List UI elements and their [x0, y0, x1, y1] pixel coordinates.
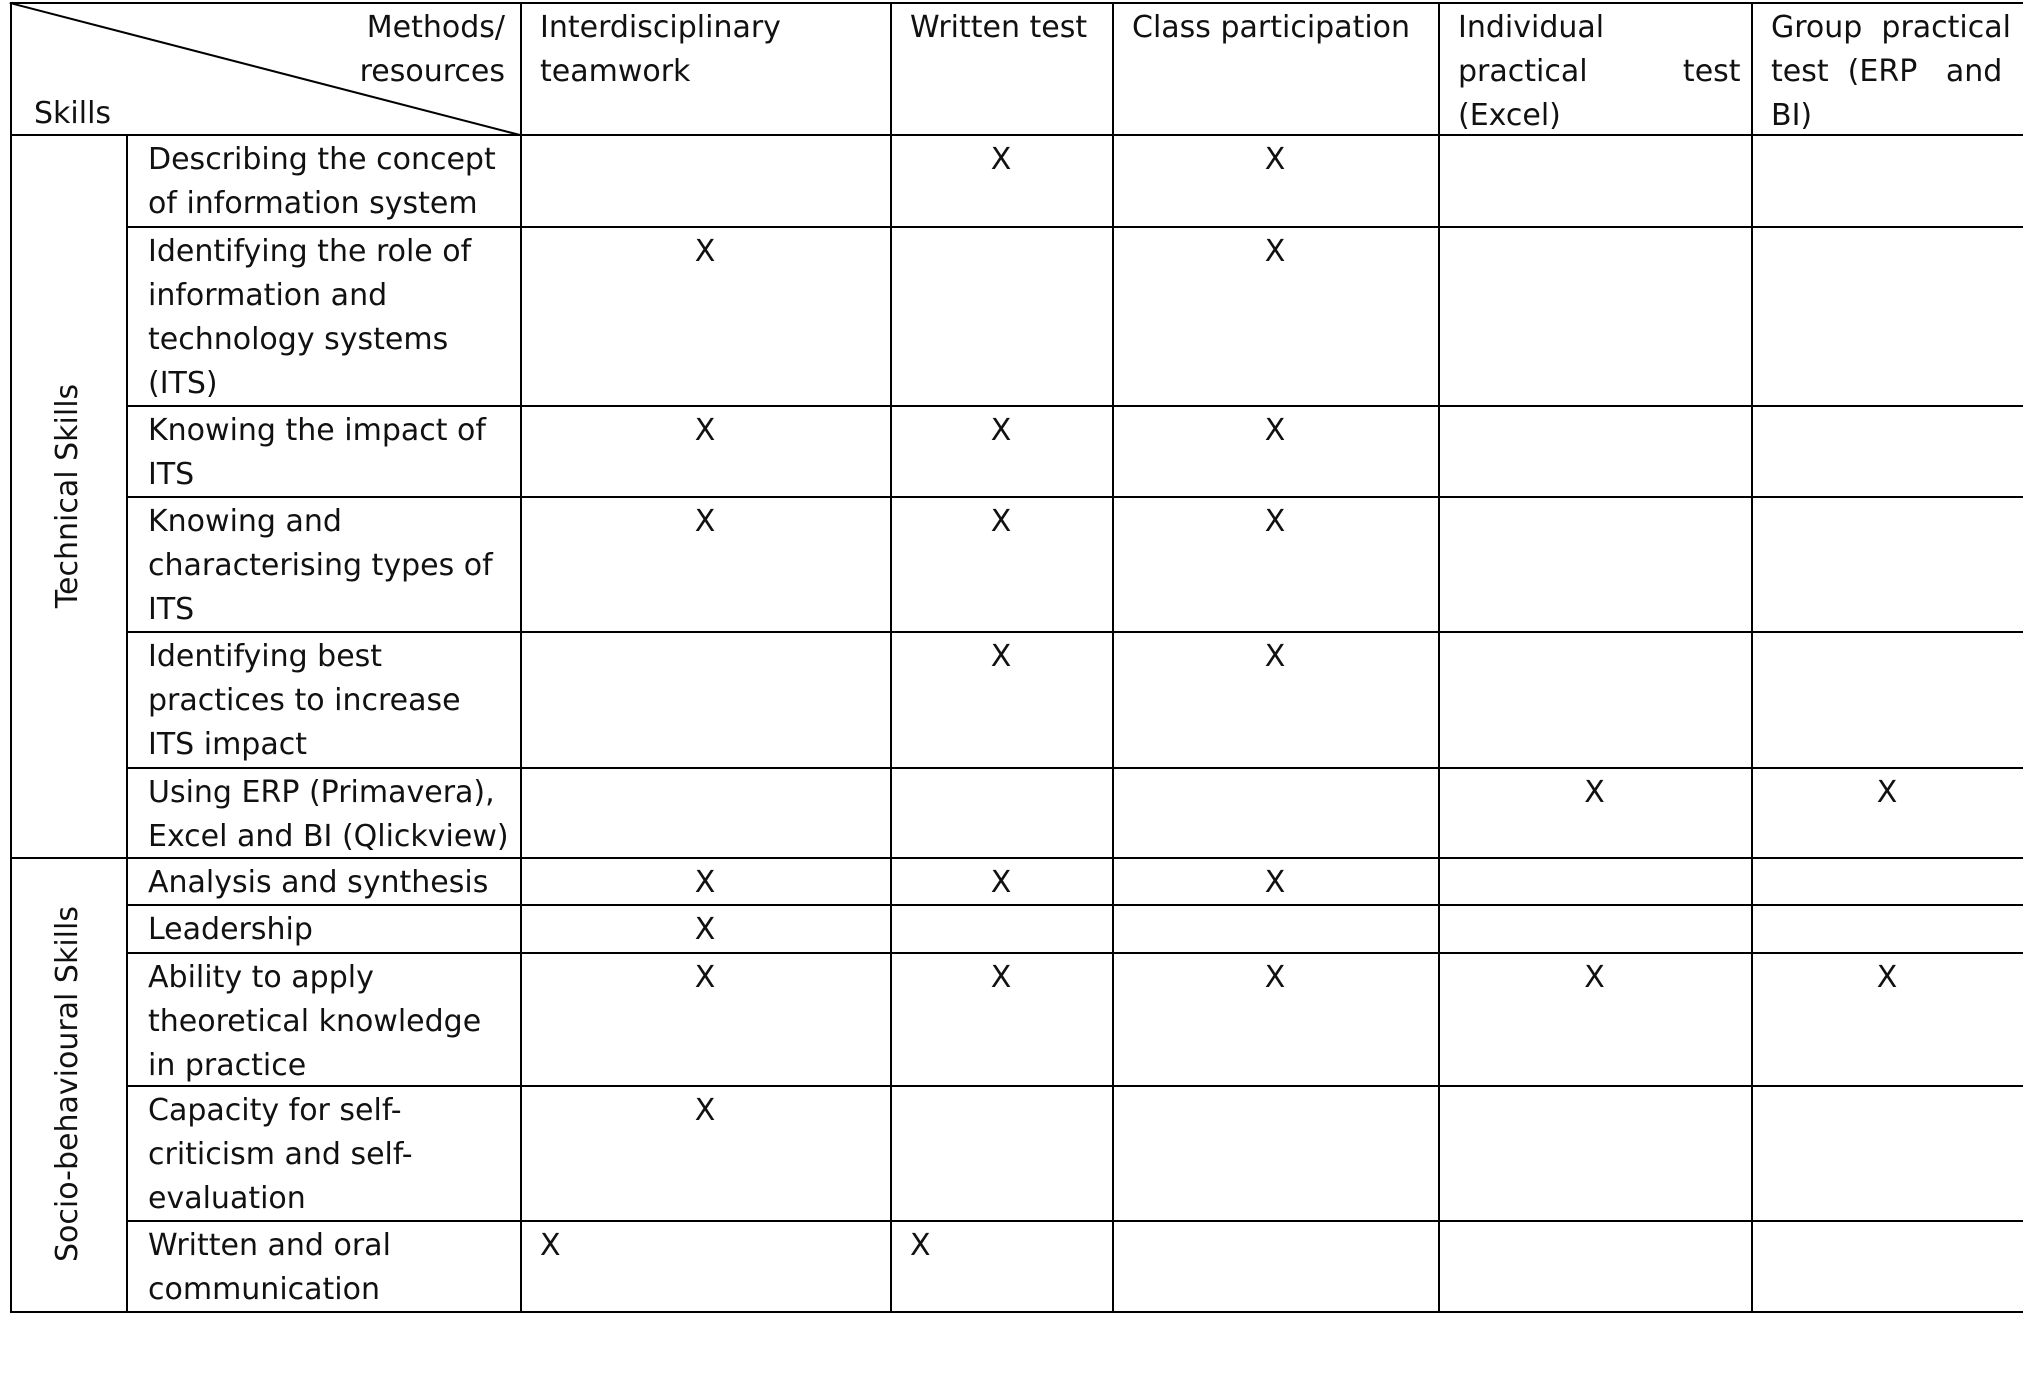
- skill-label-line: Describing the concept: [148, 142, 496, 177]
- skill-label-line: technology systems: [148, 322, 449, 357]
- row-divider: [126, 631, 2023, 633]
- skill-label-line: Knowing the impact of: [148, 413, 486, 448]
- skill-label-line: Identifying best: [148, 639, 383, 674]
- row-divider: [126, 405, 2023, 407]
- column-header-1-line2: teamwork: [540, 54, 691, 89]
- group-label-1: Socio-behavioural Skills: [50, 906, 85, 1262]
- check-mark: X: [1264, 504, 1286, 539]
- column-divider: [1751, 2, 1753, 1311]
- skill-label-line: characterising types of: [148, 548, 493, 583]
- check-mark: X: [1264, 639, 1286, 674]
- column-header-4-line1: Individual: [1458, 10, 1605, 45]
- column-divider: [1438, 2, 1440, 1311]
- check-mark: X: [990, 960, 1012, 995]
- column-header-4-line2: practical test: [1458, 54, 1741, 89]
- check-mark: X: [694, 912, 716, 947]
- column-header-3-line1: Class participation: [1132, 10, 1411, 45]
- skill-label-line: in practice: [148, 1048, 307, 1083]
- row-divider: [126, 952, 2023, 954]
- skill-label-line: criticism and self-: [148, 1137, 413, 1172]
- check-mark: X: [990, 865, 1012, 900]
- skill-label-line: Using ERP (Primavera),: [148, 775, 495, 810]
- check-mark: X: [694, 1093, 716, 1128]
- check-mark: X: [694, 234, 716, 269]
- skill-label-line: (ITS): [148, 366, 218, 401]
- corner-resources-label: resources: [359, 54, 505, 89]
- group-label-0: Technical Skills: [50, 383, 85, 608]
- check-mark: X: [1876, 960, 1898, 995]
- check-mark: X: [1876, 775, 1898, 810]
- skills-methods-table: [10, 2, 2023, 1312]
- skill-label-line: information and: [148, 278, 388, 313]
- row-divider: [126, 767, 2023, 769]
- check-mark: X: [990, 639, 1012, 674]
- skill-label-line: Excel and BI (Qlickview): [148, 819, 509, 854]
- check-mark: X: [1264, 142, 1286, 177]
- skill-label-line: practices to increase: [148, 683, 461, 718]
- check-mark: X: [990, 413, 1012, 448]
- column-header-5-line1: Group practical: [1771, 10, 2011, 45]
- skill-label-line: evaluation: [148, 1181, 306, 1216]
- check-mark: X: [990, 142, 1012, 177]
- skill-label-line: of information system: [148, 186, 478, 221]
- skill-label-line: Ability to apply: [148, 960, 374, 995]
- check-mark: X: [540, 1228, 561, 1263]
- check-mark: X: [694, 413, 716, 448]
- skill-label-line: Analysis and synthesis: [148, 865, 489, 900]
- skill-label-line: ITS impact: [148, 727, 307, 762]
- table-border-left: [10, 2, 12, 1313]
- row-divider: [126, 226, 2023, 228]
- skill-label-line: theoretical knowledge: [148, 1004, 482, 1039]
- check-mark: X: [1584, 960, 1605, 995]
- check-mark: X: [1264, 960, 1286, 995]
- check-mark: X: [1264, 234, 1286, 269]
- skill-label-line: Capacity for self-: [148, 1093, 402, 1128]
- table-border-top: [10, 2, 2023, 4]
- column-header-1-line1: Interdisciplinary: [540, 10, 781, 45]
- check-mark: X: [1584, 775, 1605, 810]
- skill-label-line: Knowing and: [148, 504, 342, 539]
- skill-label-line: communication: [148, 1272, 381, 1307]
- skill-label-line: Leadership: [148, 912, 313, 947]
- check-mark: X: [990, 504, 1012, 539]
- corner-methods-label: Methods/: [366, 10, 505, 45]
- column-header-2-line1: Written test: [910, 10, 1088, 45]
- check-mark: X: [694, 865, 716, 900]
- column-header-5-line2: test (ERP and: [1771, 54, 2003, 89]
- skill-label-line: ITS: [148, 592, 195, 627]
- row-divider: [126, 1085, 2023, 1087]
- skill-label-line: Written and oral: [148, 1228, 391, 1263]
- row-divider: [126, 496, 2023, 498]
- check-mark: X: [694, 960, 716, 995]
- column-header-5-line3: BI): [1771, 98, 1813, 133]
- group-divider: [126, 134, 128, 1311]
- check-mark: X: [694, 504, 716, 539]
- skill-label-line: ITS: [148, 457, 195, 492]
- column-header-4-line3: (Excel): [1458, 98, 1561, 133]
- skill-label-line: Identifying the role of: [148, 234, 472, 269]
- row-divider: [126, 1220, 2023, 1222]
- check-mark: X: [910, 1228, 931, 1263]
- check-mark: X: [1264, 413, 1286, 448]
- corner-skills-label: Skills: [34, 96, 112, 131]
- check-mark: X: [1264, 865, 1286, 900]
